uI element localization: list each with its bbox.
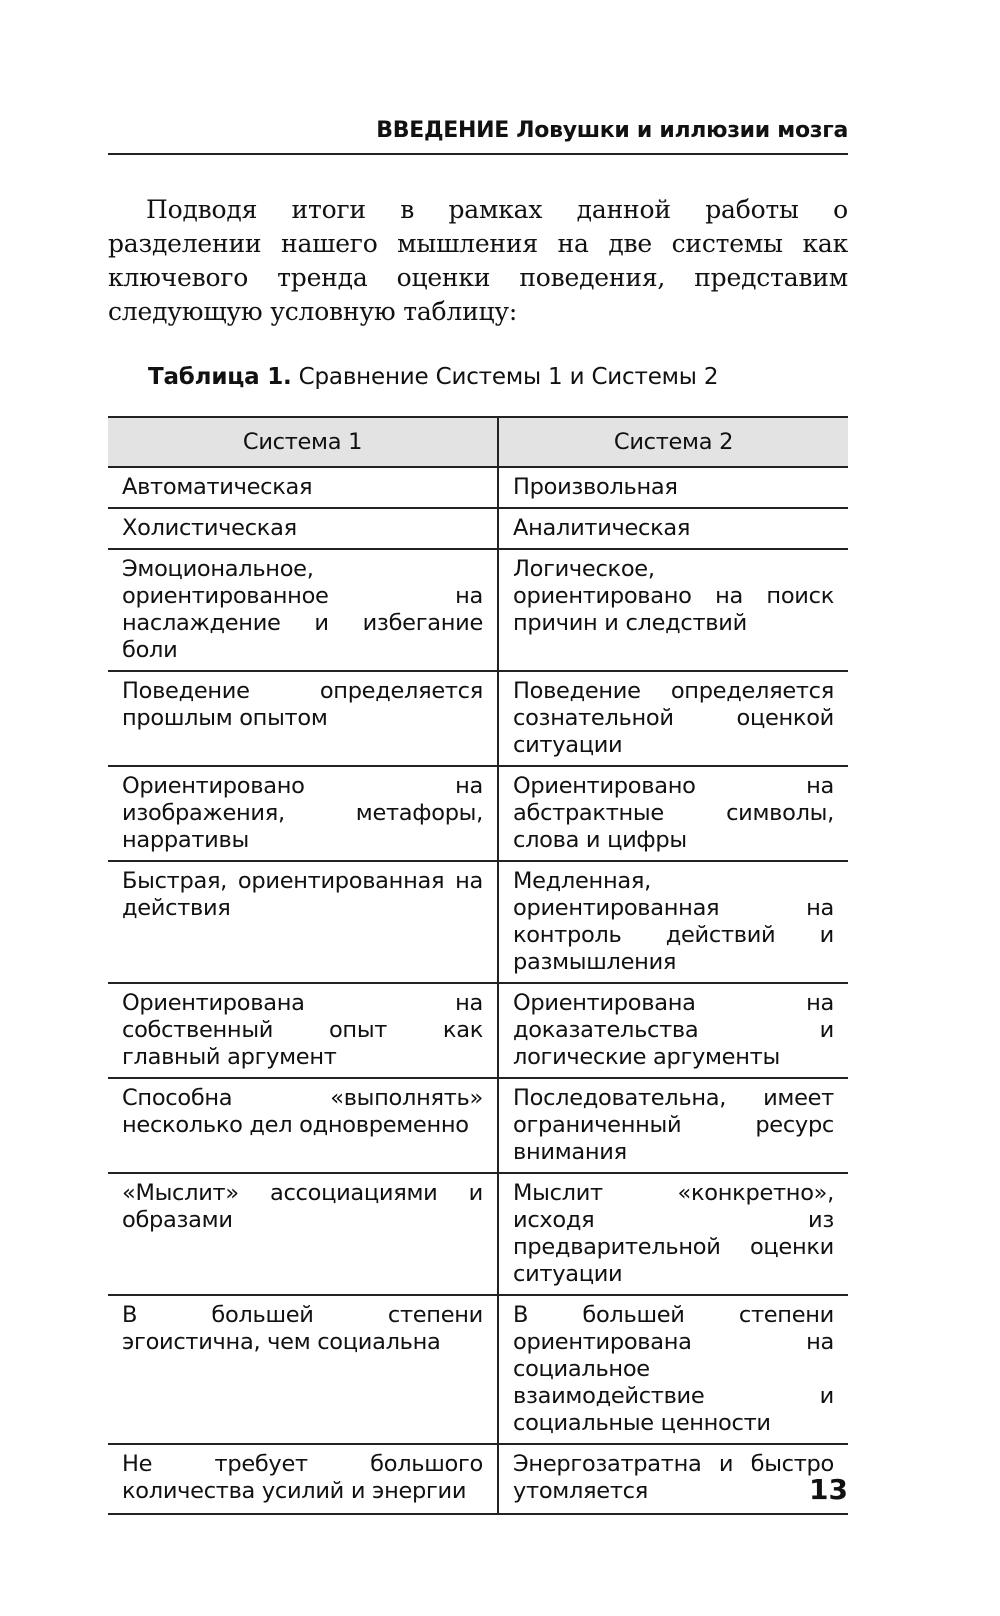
table-row [108, 766, 848, 861]
cell-system-1: Автоматическая [108, 467, 498, 508]
cell-system-2: Логическое, ориентировано на поиск причин и следствий [498, 549, 848, 671]
table-row [108, 508, 848, 549]
cell-system-2: Произвольная [498, 467, 848, 508]
cell-system-2: Энергозатратна и быстро утомляется [498, 1444, 848, 1514]
cell-system-1: Поведение определяется прошлым опытом [108, 671, 498, 766]
cell-system-1: Ориентирована на собственный опыт как главный аргумент [108, 983, 498, 1078]
cell-system-2: Ориентирована на доказательства и логические аргументы [498, 983, 848, 1078]
cell-system-1: Быстрая, ориентированная на действия [108, 861, 498, 983]
table-caption-label: Таблица 1. [148, 364, 292, 390]
cell-system-2: Аналитическая [498, 508, 848, 549]
table-row [108, 549, 848, 671]
cell-system-1: Эмоциональное, ориентированное на наслаждение и избегание боли [108, 549, 498, 671]
table-caption-text: Сравнение Системы 1 и Системы 2 [291, 364, 719, 390]
table-row [108, 861, 848, 983]
cell-system-1: В большей степени эгоистична, чем социальна [108, 1295, 498, 1444]
cell-system-2: Поведение определяется сознательной оценкой ситуации [498, 671, 848, 766]
cell-system-2: Мыслит «конкретно», исходя из предварительной оценки ситуации [498, 1173, 848, 1295]
running-head: ВВЕДЕНИЕ Ловушки и иллюзии мозга [108, 118, 848, 155]
comparison-table [108, 416, 848, 1515]
cell-system-1: Не требует большого количества усилий и энергии [108, 1444, 498, 1514]
page-number: 13 [809, 1473, 848, 1506]
cell-system-2: В большей степени ориентирована на социальное взаимодействие и социальные ценности [498, 1295, 848, 1444]
cell-system-1: «Мыслит» ассоциациями и образами [108, 1173, 498, 1295]
table-row [108, 983, 848, 1078]
table-row [108, 1173, 848, 1295]
column-header-system-1: Система 1 [108, 417, 498, 467]
cell-system-2: Последовательна, имеет ограниченный ресурс внимания [498, 1078, 848, 1173]
table-row [108, 1078, 848, 1173]
table-header-row [108, 417, 848, 467]
table-row [108, 1295, 848, 1444]
cell-system-1: Холистическая [108, 508, 498, 549]
intro-paragraph: Подводя итоги в рамках данной работы о разделении нашего мышления на две системы как ключевого тренда оценки поведения, представим следующую условную таблицу: [108, 195, 848, 326]
cell-system-1: Способна «выполнять» несколько дел одновременно [108, 1078, 498, 1173]
table-row [108, 467, 848, 508]
cell-system-2: Ориентировано на абстрактные символы, слова и цифры [498, 766, 848, 861]
table-row [108, 1444, 848, 1514]
cell-system-2: Медленная, ориентированная на контроль действий и размышления [498, 861, 848, 983]
table-caption [148, 364, 848, 390]
column-header-system-2: Система 2 [498, 417, 848, 467]
cell-system-1: Ориентировано на изображения, метафоры, нарративы [108, 766, 498, 861]
table-row [108, 671, 848, 766]
